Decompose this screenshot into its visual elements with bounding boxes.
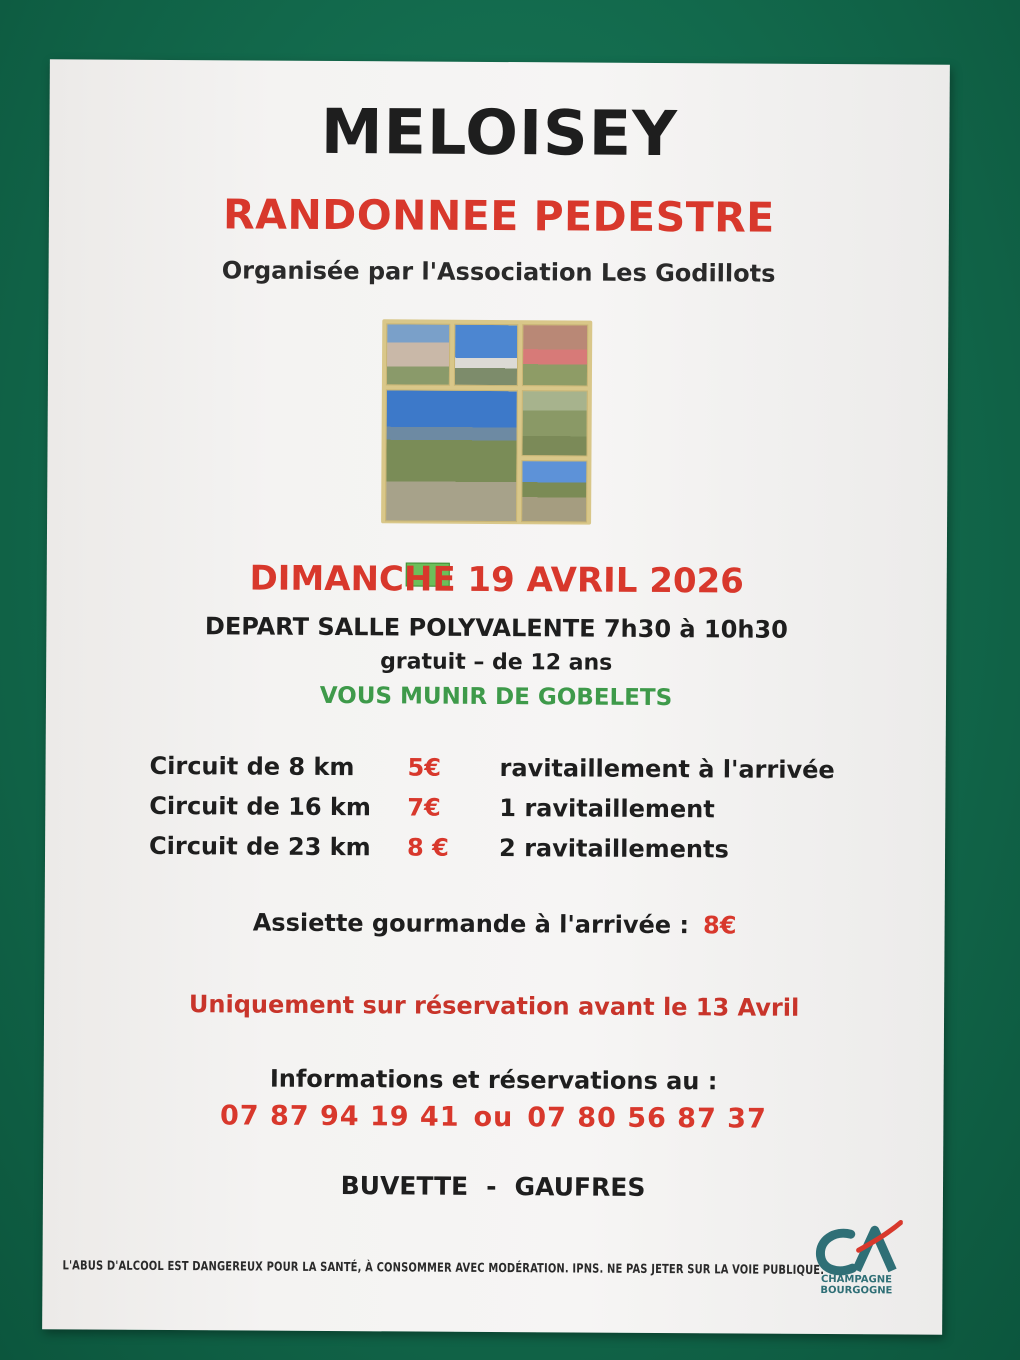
flyer-title: MELOISEY	[320, 94, 679, 171]
photo-hikers-field	[521, 460, 587, 522]
circuit-price: 7€	[407, 793, 441, 822]
sponsor-name	[810, 1274, 902, 1297]
circuit-note: 2 ravitaillements	[498, 834, 729, 864]
refreshments	[43, 1169, 943, 1203]
flyer	[42, 59, 950, 1334]
buvette-separator: -	[486, 1171, 497, 1202]
gourmet-plate-price: 8€	[702, 911, 737, 940]
circuit-name: Circuit de 16 km	[149, 791, 371, 822]
event-date: DIMANCHE 19 AVRIL 2026	[249, 558, 745, 602]
photo-hikers-path	[385, 389, 518, 522]
circuit-price: 8 €	[406, 833, 449, 862]
phone-or: ou	[473, 1101, 514, 1134]
info-label: Informations et réservations au :	[269, 1064, 718, 1096]
flyer-subtitle: RANDONNEE PEDESTRE	[222, 190, 775, 242]
circuit-note: ravitaillement à l'arrivée	[499, 754, 835, 785]
phone-number-2: 07 80 56 87 37	[527, 1102, 767, 1135]
legal-footer: L'ABUS D'ALCOOL EST DANGEREUX POUR LA SANTÉ, À CONSOMMER AVEC MODÉRATION. IPNS. NE PAS JETER SUR LA VOIE PUBLIQUE.	[62, 1257, 825, 1278]
reservation-notice: Uniquement sur réservation avant le 13 Avril	[188, 990, 800, 1022]
circuit-name: Circuit de 23 km	[148, 831, 371, 862]
photo-signpost	[521, 390, 587, 456]
photo-village-sign	[522, 324, 588, 386]
free-info: gratuit – de 12 ans	[380, 649, 613, 676]
circuit-row	[149, 832, 869, 876]
circuit-row	[149, 792, 869, 836]
sponsor-line-1: CHAMPAGNE	[820, 1273, 892, 1286]
buvette-text: BUVETTE	[340, 1171, 469, 1201]
circuit-row	[149, 752, 869, 796]
phone-numbers	[43, 1099, 943, 1135]
circuit-name: Circuit de 8 km	[149, 751, 355, 782]
gourmet-plate-label: Assiette gourmande à l'arrivée :	[252, 908, 690, 940]
circuits-list	[149, 752, 870, 876]
photo-collage	[381, 319, 592, 524]
photo-chapel	[386, 323, 450, 385]
photo-church	[454, 324, 518, 386]
phone-number-1: 07 87 94 19 41	[219, 1100, 460, 1133]
departure-info: DEPART SALLE POLYVALENTE 7h30 à 10h30	[204, 612, 788, 644]
sponsor-line-2: BOURGOGNE	[820, 1284, 893, 1297]
organizer-text: Organisée par l'Association Les Godillots	[221, 256, 776, 288]
circuit-note: 1 ravitaillement	[499, 794, 715, 824]
cups-notice: VOUS MUNIR DE GOBELETS	[319, 682, 673, 712]
gaufres-text: GAUFRES	[514, 1172, 646, 1202]
gourmet-plate-info	[45, 907, 945, 940]
circuit-price: 5€	[407, 753, 442, 782]
